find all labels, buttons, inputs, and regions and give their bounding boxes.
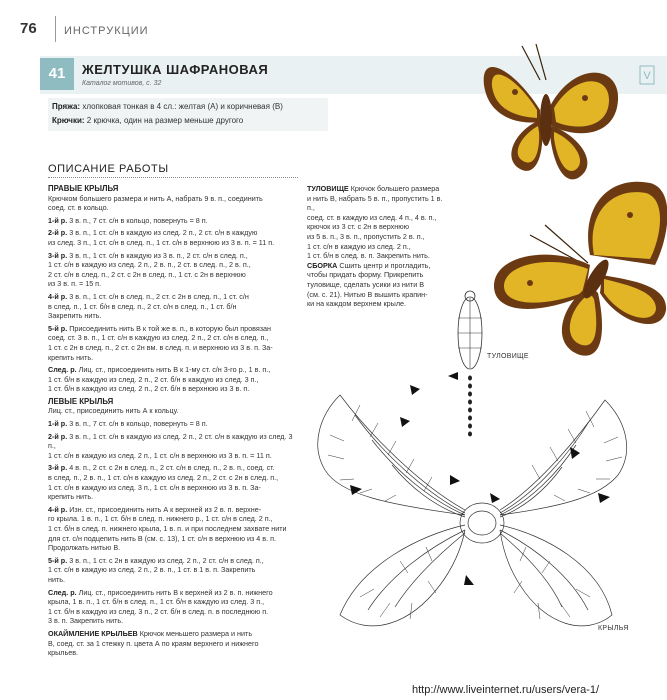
source-url[interactable]: http://www.liveinternet.ru/users/vera-1/ (412, 684, 600, 696)
assembly-4: (см. с. 21). Нитью В вышить крапин- (307, 289, 428, 299)
body-chart-label: ТУЛОВИЩЕ (487, 353, 529, 360)
rw-r3-4: из 3 в. п. = 15 п. (48, 279, 102, 289)
lw-r3: 4 в. п., 2 ст. с 2н в след. п., 2 ст. с/н в след. п., 2 в. п., соед. ст. (69, 463, 275, 473)
lw-r4-label: 4-й р. (48, 504, 68, 514)
edging-2: В, соед. ст. за 1 стежку п. цвета А по краям верхнего и нижнего (48, 638, 259, 648)
page-number: 76 (20, 20, 37, 37)
lw-r2-2: 1 ст. с/н в каждую из след. 2 п., 1 ст. с/н в верхнюю из 3 в. п. = 11 п. (48, 450, 272, 460)
edging-1: Крючок меньшего размера и нить (139, 628, 253, 638)
instructions-column (48, 184, 296, 658)
rw-r3-2: 1 ст. с/н в каждую из след. 2 п., 2 в. п., 2 ст. в след. п., 2 в. п., (48, 260, 251, 270)
lw-r5-3: нить. (48, 574, 66, 584)
assembly-5: ки на каждом верхнем крыле. (307, 299, 407, 309)
rw-r5-2: соед. ст. 3 в. п., 1 ст. с/н в каждую из след. 2 п., 2 ст. с/н в след. п., (48, 333, 269, 343)
lw-r4-2: го крыла. 1 в. п., 1 ст. б/н в след. п. нижнего р., 1 ст. с/н в след. 2 п., (48, 514, 273, 524)
lw-r4-5: Продолжать нитью В. (48, 543, 121, 553)
catalog-reference: Каталог мотивов, с. 32 (82, 80, 162, 87)
left-wings-heading: ЛЕВЫЕ КРЫЛЬЯ (48, 396, 114, 406)
lw-r2-label: 2-й р. (48, 431, 68, 441)
edging-heading: ОКАЙМЛЕНИЕ КРЫЛЬЕВ (48, 628, 138, 638)
rw-r4-2: в след. п., 1 ст. б/н в след. п., 2 ст. с/н в след. п., 1 ст. б/н (48, 301, 237, 311)
lw-next: Лиц. ст., присоединить нить В к верхней из 2 в. п. нижнего (78, 587, 273, 597)
lw-r2: 3 в. п., 1 ст. с/н в каждую из след. 2 п., 2 ст. с/н в каждую из след. 3 п., (48, 431, 293, 451)
rw-intro-2: соед. ст. в кольцо. (48, 203, 109, 213)
body-2: и нить В, набрать 5 в. п., пропустить 1 в. п., (307, 193, 443, 213)
lw-r1-label: 1-й р. (48, 419, 68, 429)
rw-next-label: След. р. (48, 365, 77, 375)
description-heading: ОПИСАНИЕ РАБОТЫ (48, 163, 169, 175)
rw-next-3: 1 ст. б/н в каждую из след. 2 п., 2 ст. б/н в верхнюю из 3 в. п. (48, 384, 250, 394)
wings-chart-label: КРЫЛЬЯ (598, 625, 629, 632)
assembly-heading: СБОРКА (307, 260, 338, 270)
rw-r5-3: 1 ст. с 2н в след. п., 2 ст. с 2н вм. в след. п. и верхнюю из 3 в. п. За- (48, 342, 273, 352)
rw-r4: 3 в. п., 1 ст. с/н в след. п., 2 ст. с 2н в след. п., 1 ст. с/н (69, 291, 249, 301)
yarn-text: хлопковая тонкая в 4 сл.: желтая (А) и коричневая (В) (82, 102, 283, 111)
body-assembly-column (307, 184, 445, 309)
lw-r4: Изн. ст., присоединить нить А к верхней из 2 в. п. верхне- (69, 504, 262, 514)
lw-next-2: крыла, 1 в. п., 1 ст. б/н в след. п., 1 ст. б/н в каждую из след. 3 п., (48, 597, 265, 607)
rw-r1: 3 в. п., 7 ст. с/н в кольцо, повернуть = 8 п. (69, 215, 208, 225)
rw-r4-label: 4-й р. (48, 291, 68, 301)
body-5: из 5 в. п., 3 в. п., пропустить 2 в. п., (307, 231, 425, 241)
hooks-text: 2 крючка, один на размер меньше другого (86, 116, 244, 125)
body-7: 1 ст. б/н в след. в. п. Закрепить нить. (307, 251, 430, 261)
lw-r4-4: для ст. с/н подцепить нить В (см. с. 13), 1 ст. с/н в верхнюю из 4 в. п. (48, 533, 276, 543)
lw-r5-2: 1 ст. с/н в каждую из след. 2 п., 2 в. п., 1 ст. в 1 в. п. Закрепить (48, 565, 256, 575)
rw-r5-label: 5-й р. (48, 323, 68, 333)
lw-next-4: 3 в. п. Закрепить нить. (48, 616, 124, 626)
lw-intro: Лиц. ст., присоединить нить А к кольцу. (48, 406, 179, 416)
rw-next-2: 1 ст. б/н в каждую из след. 2 п., 2 ст. б/н в каждую из след. 3 п., (48, 374, 259, 384)
pattern-number: 41 (40, 58, 74, 90)
rw-r5-4: крепить нить. (48, 352, 94, 362)
lw-next-label: След. р. (48, 587, 77, 597)
body-4: крючок из 3 ст. с 2н в верхнюю (307, 222, 410, 232)
lw-r3-2: в след. п., 2 в. п., 1 ст. с/н в каждую из след. 2 п., 2 ст. с 2н в след. п., (48, 473, 279, 483)
rw-r4-3: Закрепить нить. (48, 311, 102, 321)
rw-r5: Присоединить нить В к той же в. п., в которую был провязан (69, 323, 272, 333)
side-tab-letter: V (643, 70, 651, 82)
butterfly-photo-right (490, 175, 667, 360)
rw-intro: Крючком большего размера и нить А, набрать 9 в. п., соединить (48, 193, 263, 203)
lw-r5: 3 в. п., 1 ст. с 2н в каждую из след. 2 п., 2 ст. с/н в след. п., (69, 555, 264, 565)
rw-r3-3: 2 ст. с/н в след. п., 2 ст. с 2н в след. п., 1 ст. с 2н в верхнюю (48, 269, 246, 279)
body-6: 1 ст. с/н в каждую из след. 2 п., (307, 241, 411, 251)
lw-r5-label: 5-й р. (48, 555, 68, 565)
lw-r4-3: 1 ст. б/н в след. п. нижнего крыла, 1 в. п. и при последнем захвате нити (48, 524, 287, 533)
lw-r3-label: 3-й р. (48, 463, 68, 473)
lw-next-3: 1 ст. б/н в каждую из след. 3 п., 2 ст. б/н в след. п. в последнюю п. (48, 606, 269, 616)
pattern-title: ЖЕЛТУШКА ШАФРАНОВАЯ (82, 62, 269, 77)
rw-r2: 3 в. п., 1 ст. с/н в каждую из след. 2 п., 2 ст. с/н в каждую (69, 228, 258, 238)
hooks-label: Крючки: (52, 116, 85, 125)
side-tab-icon (640, 66, 654, 84)
assembly-2: чтобы придать форму. Прикрепить (307, 270, 424, 280)
body-1: Крючок большего размера (350, 184, 440, 193)
body-heading: ТУЛОВИЩЕ (307, 184, 349, 193)
rw-next: Лиц. ст., присоединить нить В к 1-му ст. с/н 3-го р., 1 в. п., (78, 365, 271, 375)
rw-r2-2: из след. 3 п., 1 ст. с/н в след. п., 1 ст. с/н в верхнюю из 3 в. п. = 11 п. (48, 237, 275, 247)
edging-3: крыльев. (48, 648, 79, 658)
hooks-line (52, 116, 243, 125)
assembly-3: туловище, сделать усики из нити В (307, 279, 425, 289)
yarn-line (52, 102, 283, 111)
header-divider (55, 16, 56, 42)
section-title: ИНСТРУКЦИИ (64, 25, 149, 37)
lw-r3-4: крепить нить. (48, 492, 94, 502)
rw-r3: 3 в. п., 1 ст. с/н в каждую из 3 в. п., 2 ст. с/н в след. п., (69, 250, 248, 260)
assembly-1: Сшить центр и прогладить, (339, 260, 431, 270)
lw-r1: 3 в. п., 7 ст. с/н в кольцо, повернуть = 8 п. (69, 419, 208, 429)
heading-separator (48, 177, 298, 178)
right-wings-heading: ПРАВЫЕ КРЫЛЬЯ (48, 184, 119, 193)
rw-r1-label: 1-й р. (48, 215, 68, 225)
rw-r3-label: 3-й р. (48, 250, 68, 260)
lw-r3-3: 1 ст. с/н в каждую из след. 3 п., 1 ст. с/н в верхнюю из 3 в. п. За- (48, 482, 261, 492)
butterfly-photo-top (470, 40, 630, 185)
side-tab (640, 66, 654, 84)
yarn-label: Пряжа: (52, 102, 81, 111)
wings-crochet-chart (300, 375, 650, 650)
rw-r2-label: 2-й р. (48, 228, 68, 238)
body-3: соед. ст. в каждую из след. 4 п., 4 в. п., (307, 212, 437, 222)
